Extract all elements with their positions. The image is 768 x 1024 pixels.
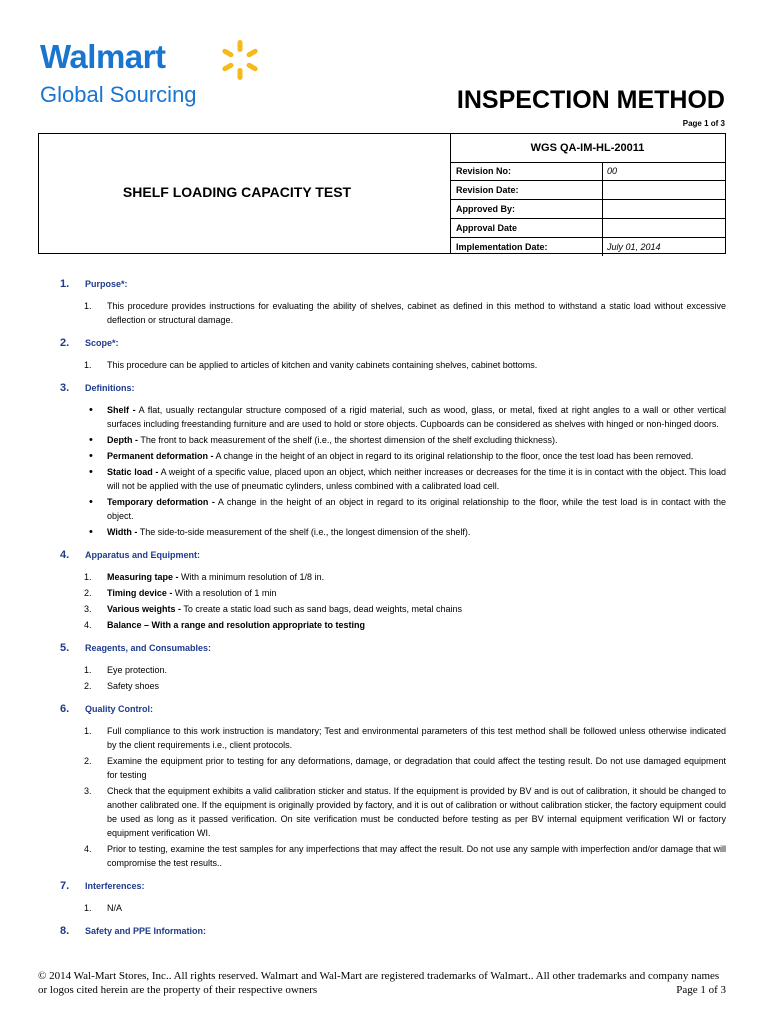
list-text: Full compliance to this work instruction is mandatory; Test and environmental parameters of this test method shall be followed unless otherwise indicated by the client requirements i.e., client protocols. xyxy=(107,726,726,750)
list-number: 3. xyxy=(84,604,92,614)
section-title: Scope*: xyxy=(85,338,119,348)
definition-term: Permanent deformation - xyxy=(107,451,214,461)
walmart-global-sourcing-logo xyxy=(40,38,280,112)
cell-divider xyxy=(602,219,603,237)
bullet-icon: • xyxy=(89,526,93,538)
header-row-label: Revision No: xyxy=(456,166,512,176)
bullet-icon: • xyxy=(89,496,93,508)
list-item xyxy=(38,784,726,840)
section-apparatus xyxy=(38,548,726,632)
definition-text: A weight of a specific value, placed upon an object, which neither increases or decreases for the time it is in contact with the object. This load will not be applied with the use of pneumatic cylinders, unless combined with a calibrated load cell. xyxy=(107,467,726,491)
list-item xyxy=(38,754,726,782)
definition-text: The front to back measurement of the shelf (i.e., the shortest dimension of the shelf excluding thickness). xyxy=(138,435,558,445)
header-row xyxy=(450,219,725,238)
definition-text: A flat, usually rectangular structure composed of a rigid material, such as wood, glass, or metal, fixed at right angles to a wall or other vertical surfaces including freestanding furniture and are used to hold or store objects. Cupboards can be considered as shelves with hinged or non-hinged doors. xyxy=(107,405,726,429)
list-text: To create a static load such as sand bags, dead weights, metal chains xyxy=(181,604,463,614)
section-number: 6. xyxy=(60,703,70,715)
list-text: Safety shoes xyxy=(107,681,160,691)
section-title: Interferences: xyxy=(85,881,145,891)
copyright-notice: © 2014 Wal-Mart Stores, Inc.. All rights reserved. Walmart and Wal-Mart are registered trademarks of Walmart.. All other trademarks and company names or logos cited herein are the property of their respective owners xyxy=(38,970,720,996)
header-row-label: Approved By: xyxy=(456,204,516,214)
definition-item xyxy=(38,495,726,523)
definition-term: Width - xyxy=(107,527,138,537)
section-number: 7. xyxy=(60,880,70,892)
bullet-icon: • xyxy=(89,434,93,446)
list-number: 1. xyxy=(84,665,92,675)
header-row-label: Revision Date: xyxy=(456,185,519,195)
list-number: 2. xyxy=(84,681,92,691)
cell-divider xyxy=(602,238,603,256)
section-title: Purpose*: xyxy=(85,279,128,289)
list-number: 1. xyxy=(84,903,92,913)
logo-wordmark: Walmart xyxy=(40,38,166,75)
document-body xyxy=(38,277,726,947)
cell-divider xyxy=(602,162,603,180)
section-scope xyxy=(38,336,726,372)
list-number: 2. xyxy=(84,588,92,598)
page-number-bottom: Page 1 of 3 xyxy=(676,984,726,996)
cell-divider xyxy=(602,181,603,199)
section-reagents xyxy=(38,641,726,693)
cell-divider xyxy=(602,200,603,218)
definition-item xyxy=(38,403,726,431)
header-row-value: July 01, 2014 xyxy=(607,242,661,252)
list-term: Various weights - xyxy=(107,604,182,614)
footer xyxy=(38,969,726,997)
section-number: 1. xyxy=(60,278,70,290)
section-title: Reagents, and Consumables: xyxy=(85,643,212,653)
definition-text: The side-to-side measurement of the shelf (i.e., the longest dimension of the shelf). xyxy=(137,527,471,537)
section-purpose xyxy=(38,277,726,327)
list-item xyxy=(38,618,726,632)
header-row xyxy=(450,181,725,200)
header-row-label: Approval Date xyxy=(456,223,518,233)
section-number: 4. xyxy=(60,549,70,561)
definition-item xyxy=(38,465,726,493)
document-code: WGS QA-IM-HL-20011 xyxy=(450,134,725,163)
list-text: With a minimum resolution of 1/8 in. xyxy=(178,572,325,582)
header-row-label: Implementation Date: xyxy=(456,242,548,252)
definition-term: Static load - xyxy=(107,467,159,477)
section-quality-control xyxy=(38,702,726,870)
list-item xyxy=(38,602,726,616)
list-number: 1. xyxy=(84,572,92,582)
section-number: 8. xyxy=(60,925,70,937)
list-text: N/A xyxy=(107,903,123,913)
list-number: 2. xyxy=(84,756,92,766)
list-text: Prior to testing, examine the test samples for any imperfections that may affect the result. Do not use any sample with imperfection and/or damage that will compromise the test results.. xyxy=(107,844,726,868)
page-number-top: Page 1 of 3 xyxy=(682,119,725,128)
list-number: 4. xyxy=(84,620,92,630)
section-interferences xyxy=(38,879,726,915)
list-term: Balance – With a range and resolution appropriate to testing xyxy=(107,620,365,630)
list-item xyxy=(38,679,726,693)
header-row xyxy=(450,162,725,181)
header-row xyxy=(450,238,725,256)
list-item xyxy=(38,724,726,752)
section-title: Safety and PPE Information: xyxy=(85,926,207,936)
definition-item xyxy=(38,449,726,463)
bullet-icon: • xyxy=(89,466,93,478)
bullet-icon: • xyxy=(89,404,93,416)
list-text: With a resolution of 1 min xyxy=(172,588,277,598)
definition-term: Shelf - xyxy=(107,405,136,415)
section-safety xyxy=(38,924,726,938)
list-text: Check that the equipment exhibits a valid calibration sticker and status. If the equipment is provided by BV and is out of calibration, it should be changed to another calibrated one. If the equipment is originally provided by factory, and it is out of calibration or without calibration sticker, the factory equipment could be used as long as it passed verification. On site verification must be conducted before testing as per BV internal equipment verification WI or factory equipment verification WI. xyxy=(107,786,726,838)
list-term: Timing device - xyxy=(107,588,173,598)
list-term: Measuring tape - xyxy=(107,572,179,582)
test-name-cell xyxy=(39,134,451,253)
header-table xyxy=(38,133,726,254)
definition-item xyxy=(38,433,726,447)
bullet-icon: • xyxy=(89,450,93,462)
list-item xyxy=(38,570,726,584)
section-title: Definitions: xyxy=(85,383,135,393)
list-item xyxy=(38,586,726,600)
list-number: 1. xyxy=(84,726,92,736)
header-row-value: 00 xyxy=(607,166,618,176)
list-number: 3. xyxy=(84,786,92,796)
list-text: Examine the equipment prior to testing for any deformations, damage, or degradation that could affect the testing result. Do not use damaged equipment for testing xyxy=(107,756,726,780)
list-item xyxy=(38,842,726,870)
test-name: SHELF LOADING CAPACITY TEST xyxy=(122,184,352,200)
section-title: Quality Control: xyxy=(85,704,153,714)
section-definitions xyxy=(38,381,726,539)
logo-subtitle: Global Sourcing xyxy=(40,82,197,107)
list-number: 4. xyxy=(84,844,92,854)
definition-term: Depth - xyxy=(107,435,138,445)
section-number: 2. xyxy=(60,337,70,349)
list-item: 1. This procedure provides instructions for evaluating the ability of shelves, cabinet as defined in this method to withstand a static load without excessive deflection or structural damage. xyxy=(84,301,726,325)
walmart-spark-icon xyxy=(218,38,262,82)
section-number: 5. xyxy=(60,642,70,654)
section-title: Apparatus and Equipment: xyxy=(85,550,201,560)
list-item: 1. This procedure can be applied to articles of kitchen and vanity cabinets containing shelves, cabinet bottoms. xyxy=(84,360,538,370)
document-title: INSPECTION METHOD xyxy=(456,86,725,114)
list-text: Eye protection. xyxy=(107,665,168,675)
definition-text: A change in the height of an object in regard to its original relationship to the floor, once the test load has been removed. xyxy=(213,451,694,461)
definition-term: Temporary deformation - xyxy=(107,497,215,507)
header-row xyxy=(450,200,725,219)
list-item xyxy=(38,663,726,677)
list-item xyxy=(38,901,726,915)
definition-text: A change in the height of an object in regard to its original relationship to the floor, while the test load is in contact with the object. xyxy=(107,497,726,521)
definition-item xyxy=(38,525,726,539)
section-number: 3. xyxy=(60,382,70,394)
